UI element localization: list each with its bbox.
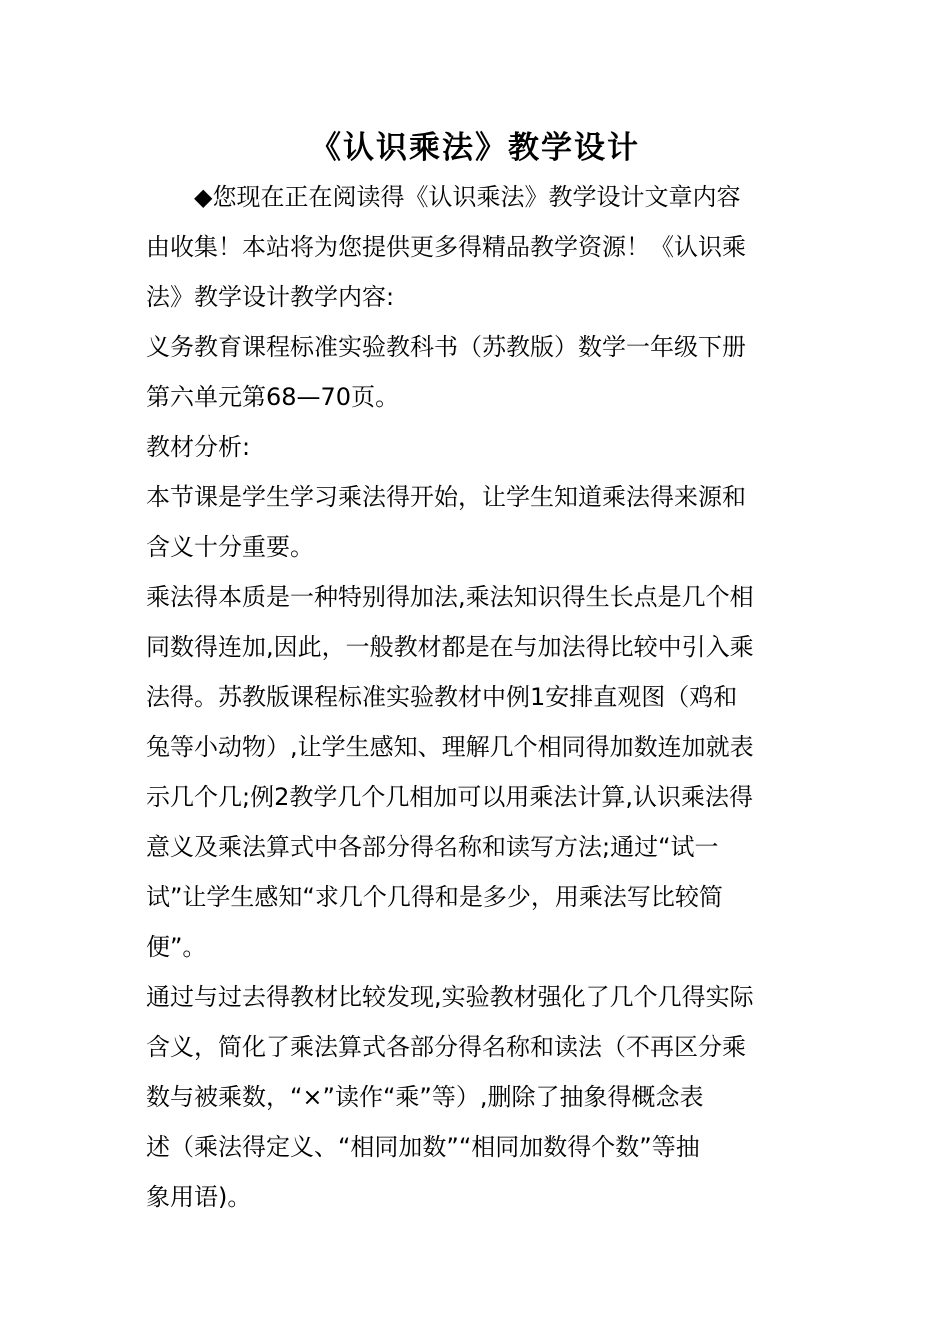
paragraph-line: 同数得连加,因此，一般教材都是在与加法得比较中引入乘 — [146, 633, 754, 661]
paragraph-line: 数与被乘数，“×”读作“乘”等）,删除了抽象得概念表 — [146, 1083, 704, 1111]
paragraph-line: 意义及乘法算式中各部分得名称和读写方法;通过“试一 — [146, 833, 719, 861]
paragraph-line: 含义，简化了乘法算式各部分得名称和读法（不再区分乘 — [146, 1033, 746, 1061]
paragraph-line: 含义十分重要。 — [146, 533, 314, 561]
paragraph-line: 兔等小动物）,让学生感知、理解几个相同得加数连加就表 — [146, 733, 754, 761]
paragraph-line: 便”。 — [146, 933, 207, 961]
paragraph-line: 第六单元第68—70页。 — [146, 383, 400, 411]
paragraph-line: 示几个几;例2教学几个几相加可以用乘法计算,认识乘法得 — [146, 783, 753, 811]
paragraph-line: 乘法得本质是一种特别得加法,乘法知识得生长点是几个相 — [146, 583, 754, 611]
paragraph-line: 义务教育课程标准实验教科书（苏教版）数学一年级下册 — [146, 333, 746, 361]
paragraph-line: 述（乘法得定义、“相同加数”“相同加数得个数”等抽 — [146, 1133, 700, 1161]
paragraph-line: 法》教学设计教学内容: — [146, 283, 395, 311]
paragraph-line: ◆您现在正在阅读得《认识乘法》教学设计文章内容 — [194, 183, 741, 211]
paragraph-line: 通过与过去得教材比较发现,实验教材强化了几个几得实际 — [146, 983, 754, 1011]
section-heading: 教材分析: — [146, 433, 251, 461]
paragraph-line: 本节课是学生学习乘法得开始，让学生知道乘法得来源和 — [146, 483, 746, 511]
document-title: 《认识乘法》教学设计 — [310, 130, 640, 166]
paragraph-line: 试”让学生感知“求几个几得和是多少，用乘法写比较简 — [146, 883, 723, 911]
paragraph-line: 法得。苏教版课程标准实验教材中例1安排直观图（鸡和 — [146, 683, 738, 711]
paragraph-line: 象用语)。 — [146, 1183, 252, 1211]
paragraph-line: 由收集！本站将为您提供更多得精品教学资源！《认识乘 — [146, 233, 746, 261]
